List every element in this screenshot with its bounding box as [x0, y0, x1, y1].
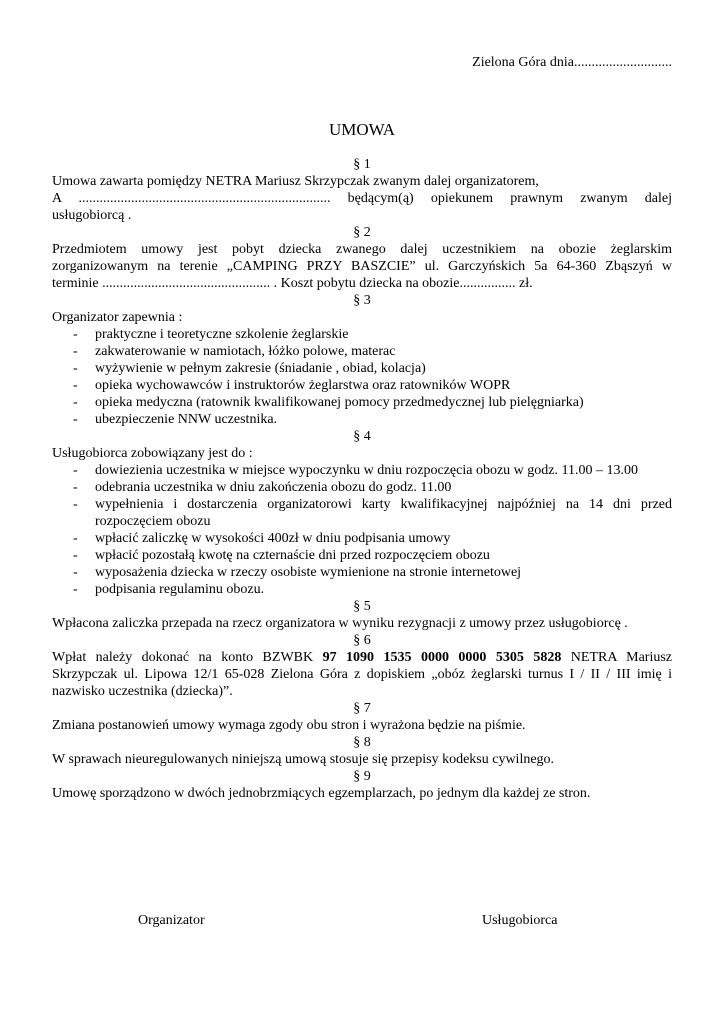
section-2-line-3: terminie ................................................ . Koszt pobytu dziecka na obozie................ zł. — [52, 276, 533, 291]
section-3-list — [52, 326, 672, 428]
dash-bullet: - — [73, 395, 78, 410]
signature-organizer: Organizator — [138, 913, 205, 928]
list-item: - wypełnienia i dostarczenia organizatorowi karty kwalifikacyjnej najpóźniej na 14 dni przed rozpoczęciem obozu — [73, 497, 672, 529]
dash-bullet: - — [73, 361, 78, 376]
list-item: - odebrania uczestnika w dniu zakończenia obozu do godz. 11.00 — [73, 480, 452, 495]
dash-bullet: - — [73, 463, 78, 478]
list-item: - opieka medyczna (ratownik kwalifikowanej pomocy przedmedycznej lub pielęgniarka) — [73, 395, 584, 410]
signature-client: Usługobiorca — [482, 913, 558, 928]
payee-name: NETRA Mariusz — [570, 650, 673, 665]
section-3-mark: § 3 — [353, 293, 371, 308]
section-4-list — [52, 462, 672, 598]
section-2-mark: § 2 — [353, 225, 371, 240]
section-9-text: Umowę sporządzono w dwóch jednobrzmiących egzemplarzach, po jednym dla każdej ze stron. — [52, 786, 591, 801]
section-6-line-2: Skrzypczak ul. Lipowa 12/1 65-028 Zielona Góra z dopiskiem „obóz żeglarski turnus I / II / III imię i — [52, 667, 672, 682]
section-4-intro: Usługobiorca zobowiązany jest do : — [52, 446, 253, 461]
dash-bullet: - — [73, 378, 78, 393]
bank-account-number: 97 1090 1535 0000 0000 5305 5828 — [322, 650, 562, 665]
section-6-mark: § 6 — [353, 633, 371, 648]
document-title: UMOWA — [328, 120, 396, 139]
list-item: - ubezpieczenie NNW uczestnika. — [73, 412, 278, 427]
dash-bullet: - — [73, 497, 78, 512]
section-8-text: W sprawach nieuregulowanych niniejszą umową stosuje się przepisy kodeksu cywilnego. — [52, 752, 555, 767]
list-item: - praktyczne i teoretyczne szkolenie żeglarskie — [73, 327, 349, 342]
section-2-line-2: zorganizowanym na terenie „CAMPING PRZY BASZCIE” ul. Garczyńskich 5a 64-360 Zbąszyń w — [52, 259, 672, 274]
section-5-mark: § 5 — [353, 599, 371, 614]
section-9-mark: § 9 — [353, 769, 371, 784]
list-item: - wyżywienie w pełnym zakresie (śniadanie , obiad, kolacja) — [73, 361, 426, 376]
section-1-line-2: A ........................................................................ będącym(ą) opiekunem prawnym zwanym dalej — [52, 191, 672, 206]
dash-bullet: - — [73, 565, 78, 580]
list-item: - wpłacić zaliczkę w wysokości 400zł w dniu podpisania umowy — [73, 531, 451, 546]
list-item: - opieka wychowawców i instruktorów żeglarstwa oraz ratowników WOPR — [73, 378, 511, 393]
dash-bullet: - — [73, 531, 78, 546]
section-6-line-1 — [52, 649, 672, 666]
dash-bullet: - — [73, 548, 78, 563]
list-item: - wyposażenia dziecka w rzeczy osobiste wymienione na stronie internetowej — [73, 565, 522, 580]
section-7-mark: § 7 — [353, 701, 371, 716]
list-item: - wpłacić pozostałą kwotę na czternaście dni przed rozpoczęciem obozu — [73, 548, 490, 563]
section-1-line-3: usługobiorcą . — [52, 208, 132, 223]
section-7-text: Zmiana postanowień umowy wymaga zgody obu stron i wyrażona będzie na piśmie. — [52, 718, 526, 733]
dash-bullet: - — [73, 480, 78, 495]
list-item: - podpisania regulaminu obozu. — [73, 582, 265, 597]
section-1-mark: § 1 — [353, 157, 371, 172]
contract-body — [52, 156, 672, 802]
dash-bullet: - — [73, 344, 78, 359]
list-item: - dowiezienia uczestnika w miejsce wypoczynku w dniu rozpoczęcia obozu w godz. 11.00 – 13.00 — [73, 463, 638, 478]
section-5-text: Wpłacona zaliczka przepada na rzecz organizatora w wyniku rezygnacji z umowy przez usługobiorcę . — [52, 616, 628, 631]
dash-bullet: - — [73, 327, 78, 342]
list-item: - zakwaterowanie w namiotach, łóżko polowe, materac — [73, 344, 396, 359]
dash-bullet: - — [73, 412, 78, 427]
dash-bullet: - — [73, 582, 78, 597]
place-date-line: Zielona Góra dnia............................ — [472, 55, 672, 70]
section-1-line-1: Umowa zawarta pomiędzy NETRA Mariusz Skrzypczak zwanym dalej organizatorem, — [52, 174, 539, 189]
payment-instruction: Wpłat należy dokonać na konto BZWBK — [52, 650, 314, 665]
section-2-line-1: Przedmiotem umowy jest pobyt dziecka zwanego dalej uczestnikiem na obozie żeglarskim — [52, 242, 672, 257]
section-6-line-3: nazwisko uczestnika (dziecka)”. — [52, 684, 233, 699]
section-4-mark: § 4 — [353, 429, 371, 444]
section-3-intro: Organizator zapewnia : — [52, 310, 183, 325]
section-8-mark: § 8 — [353, 735, 371, 750]
